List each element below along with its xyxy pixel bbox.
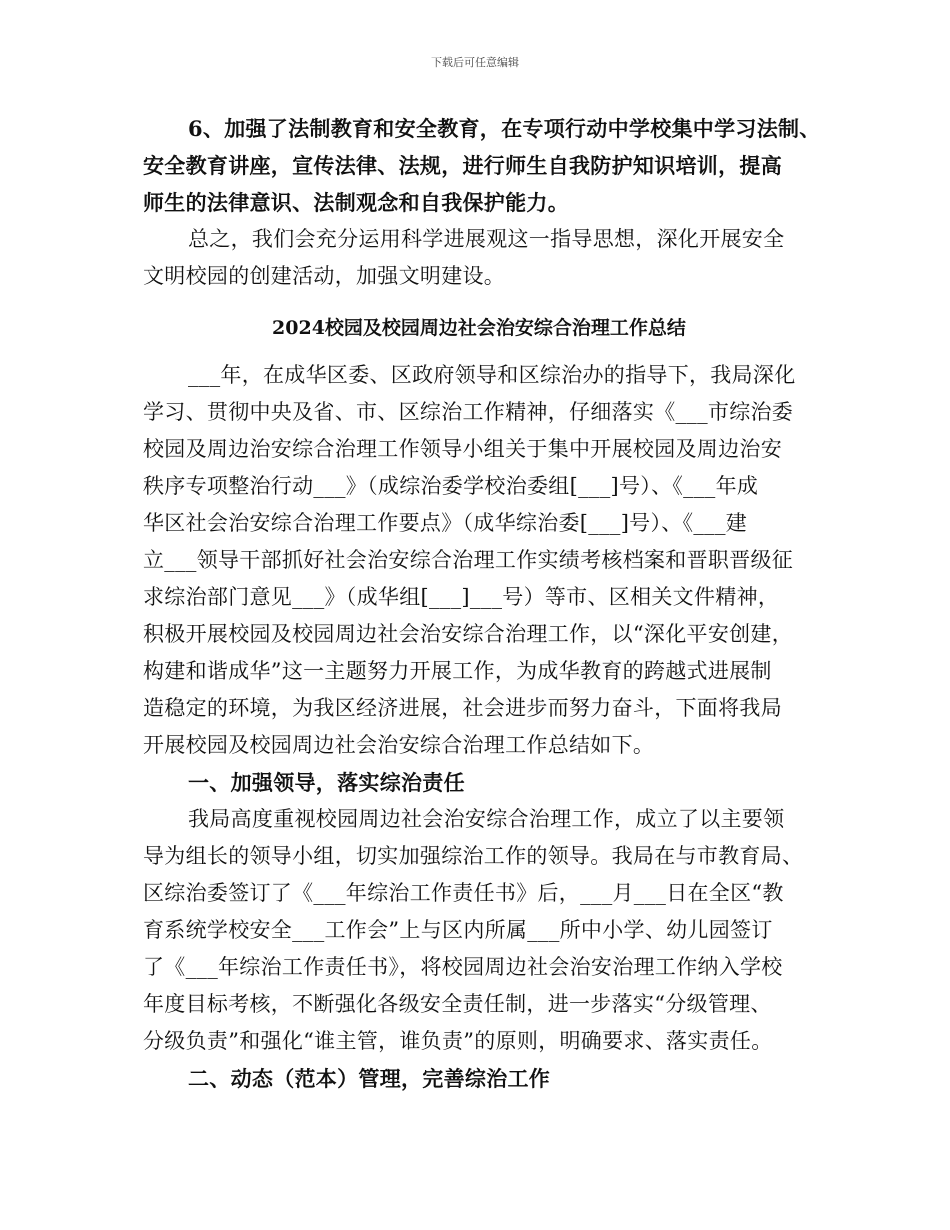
paragraph-conclusion (143, 221, 815, 295)
text-line: 6、加强了法制教育和安全教育，在专项行动中学校集中学习法制、 (188, 116, 821, 141)
text-line: 积极开展校园及校园周边社会治安综合治理工作，以“深化平安创建， (143, 622, 794, 646)
paragraph-legal-education (143, 110, 821, 221)
text-line: 育系统学校安全___工作会”上与区内所属___所中小学、幼儿园签订 (143, 918, 773, 942)
text-line: 总之，我们会充分运用科学进展观这一指导思想，深化开展安全 (188, 227, 785, 251)
text-line: 学习、贯彻中央及省、市、区综治工作精神，仔细落实《___市综治委 (143, 400, 794, 424)
document-body (143, 110, 821, 1097)
section-heading-1: 一、加强领导，落实综治责任 (188, 770, 465, 795)
text-line: 构建和谐成华”这一主题努力开展工作，为成华教育的跨越式进展制 (143, 659, 772, 683)
text-line: 开展校园及校园周边社会治安综合治理工作总结如下。 (143, 733, 655, 757)
text-line: 导为组长的领导小组，切实加强综治工作的领导。我局在与市教育局、 (143, 844, 804, 868)
text-line: 造稳定的环境，为我区经济进展，社会进步而努力奋斗，下面将我局 (143, 696, 782, 720)
text-line: 求综治部门意见___》（成华组[___]___号）等市、区相关文件精神， (143, 585, 780, 609)
text-line: 立___领导干部抓好社会治安综合治理工作实绩考核档案和晋职晋级征 (143, 548, 794, 572)
text-line: 华区社会治安综合治理工作要点》（成华综治委[___]号）、《___建 (143, 511, 748, 535)
text-line: 年度目标考核，不断强化各级安全责任制，进一步落实“分级管理、 (143, 992, 772, 1016)
text-line: 秩序专项整治行动___》（成综治委学校治委组[___]号）、《___年成 (143, 474, 759, 498)
paragraph-intro (143, 357, 815, 764)
text-line: 文明校园的创建活动，加强文明建设。 (143, 264, 506, 288)
text-line: 安全教育讲座，宣传法律、法规，进行师生自我防护知识培训，提高 (143, 153, 782, 178)
text-line: 了《___年综治工作责任书》，将校园周边社会治安治理工作纳入学校 (143, 955, 783, 979)
text-line: 我局高度重视校园周边社会治安综合治理工作，成立了以主要领 (188, 807, 785, 831)
page-header: 下载后可任意编辑 (431, 56, 519, 69)
text-line: 校园及周边治安综合治理工作领导小组关于集中开展校园及周边治安 (143, 437, 782, 461)
paragraph-section-1 (143, 801, 815, 1060)
text-line: 区综治委签订了《___年综治工作责任书》后，___月___日在全区“教 (143, 881, 784, 905)
text-line: ___年，在成华区委、区政府领导和区综治办的指导下，我局深化 (188, 363, 796, 387)
text-line: 分级负责”和强化“谁主管，谁负责”的原则，明确要求、落实责任。 (143, 1029, 773, 1053)
text-line: 师生的法律意识、法制观念和自我保护能力。 (143, 190, 569, 215)
section-heading-2: 二、动态（范本）管理，完善综治工作 (188, 1066, 551, 1091)
document-title: 2024校园及校园周边社会治安综合治理工作总结 (272, 317, 686, 339)
